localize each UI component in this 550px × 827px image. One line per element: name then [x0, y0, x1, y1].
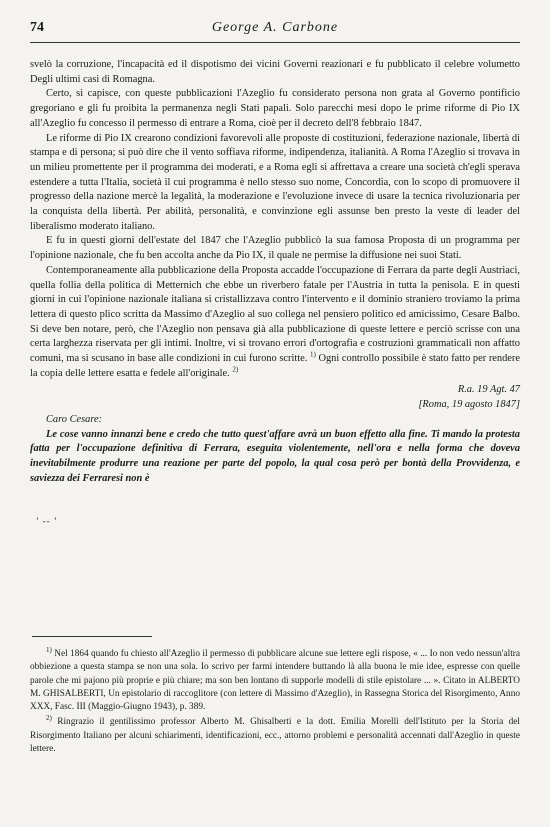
closing-sentence: Ogni controllo possibile è stato fatto per rendere la copia delle lettere esatta e fedele all'originale. [30, 353, 520, 379]
paragraph-5-text: Contemporaneamente alla pubblicazione della Proposta accadde l'occupazione di Ferrara da parte degli Austriaci, quella follia della politica di Metternich che ebbe un riverbero fatale per l'Austria in tutta la penisola. E in questi giorni in cui l'opinione nazionale italiana si cristallizzava contro l'intervento e il dominio straniero troviamo la prima lettera di questo plico scritta da Massimo d'Azeglio al suo collega nel pensiero politico ed amicissimo, Cesare Balbo. Si deve ben notare, però, che l'Azeglio non pensava già alla pubblicazione di queste lettere e perciò scrisse con una certa larghezza riservata per gli intimi. Inoltre, vi si trovano errori d'ortografia e costruzioni grammaticali non affatto comuni, ma si scusano in base alle condizioni in cui furono scritte. [30, 264, 520, 365]
letter-dateline [30, 383, 520, 412]
paragraph-5 [30, 264, 520, 382]
footnote-ref-1: 1) [309, 350, 316, 359]
footnote-ref-2: 2) [232, 365, 239, 374]
footnote-divider [32, 636, 152, 637]
body-text [30, 58, 520, 486]
footnote-2-mark: 2) [46, 714, 52, 723]
footnote-1-text: Nel 1864 quando fu chiesto all'Azeglio il permesso di pubblicare alcune sue lettere egli rispose, « ... Io non vedo nessun'altra obbiezione a questa stampa se non una sola. Io scrivo per farmi intendere buttando là alla buona le mie idee, espresse con quelle parole che mi pajono più proprie e più chiare; ma son ben lontano di supporle modelli di stile epistolare ... ». Citato in ALBERTO M. GHISALBERTI, Un epistolario di raccoglitore (con lettere di Massimo d'Azeglio), in Rassegna Storica del Risorgimento, Anno XXX, Fasc. III (Maggio-Giugno 1943), p. 389. [30, 649, 520, 713]
paragraph-4: E fu in questi giorni dell'estate del 1847 che l'Azeglio pubblicò la sua famosa Proposta di un programma per l'opinione nazionale, che fu ben accolta anche da Pio IX, il quale ne permise la diffusione nei suoi Stati. [30, 235, 520, 262]
ink-mark: ’ ‐‐ ’ [36, 516, 58, 526]
paragraph-2: Certo, si capisce, con queste pubblicazioni l'Azeglio fu considerato persona non grata al Governo pontificio gregoriano e gli fu proibita la permanenza negli Stati papali. Solo parecchi mesi dopo le prime riforme di Pio IX all'Azeglio fu concesso il permesso di entrare a Roma, cioè per il decreto dell'8 febbraio 1847. [30, 88, 520, 129]
footnote-1 [30, 645, 520, 714]
footnote-1-mark: 1) [46, 645, 52, 654]
letter-body: Le cose vanno innanzi bene e credo che tutto quest'affare avrà un buon effetto alla fine. Ti mando la protesta fatta per l'occupazione definitiva di Ferrara, eseguita violentemente, nell'ora e nella forma che doveva inevitabilmente produrre una reazione per parte del popolo, la qual cosa però per bontà della Provvidenza, e saviezza dei Ferraresi non è [30, 428, 520, 484]
page-number: 74 [30, 20, 44, 35]
running-head: George A. Carbone [211, 20, 339, 35]
footnote-2-text: Ringrazio il gentilissimo professor Alberto M. Ghisalberti e la dott. Emilia Morelli dell'Istituto per la Storia del Risorgimento Italiano per alcuni schiarimenti, identificazioni, ecc., attorno problemi e personalità accennati dall'Azeglio in queste lettere. [30, 717, 520, 755]
footnote-2 [30, 716, 520, 756]
page-header [30, 20, 520, 43]
paragraph-3: Le riforme di Pio IX crearono condizioni favorevoli alle proposte di costituzioni, federazione nazionale, libertà di stampa e di persona; si può dire che il vento soffiava riforme, indipendenza, italianità. A Roma l'Azeglio si trovava in un milieu promettente per il programma dei moderati, e a Roma egli si affrettava a creare una società ch'egli sperava estendere a tutta l'Italia, società il cui programma è nello stesso suo nome, Concordia, con lo scopo di promuovere il progresso della nazione mercè la legalità, la moderazione e l'evoluzione invece di usare la tecnica rivoluzionaria per la conquista della libertà. Per abilità, personalità, e convinzione egli assunse ben presto la veste di leader del liberalismo moderato italiano. [30, 132, 520, 232]
footnotes [30, 645, 520, 758]
paragraph-1: svelò la corruzione, l'incapacità ed il dispotismo dei vicini Governi reazionari e fu pubblicato il celebre volumetto Degli ultimi casi di Romagna. [30, 59, 520, 85]
dateline-normalized: [Roma, 19 agosto 1847] [418, 399, 520, 411]
dateline-original: R.a. 19 Agt. 47 [457, 384, 520, 396]
letter-salutation: Caro Cesare: [46, 413, 103, 425]
